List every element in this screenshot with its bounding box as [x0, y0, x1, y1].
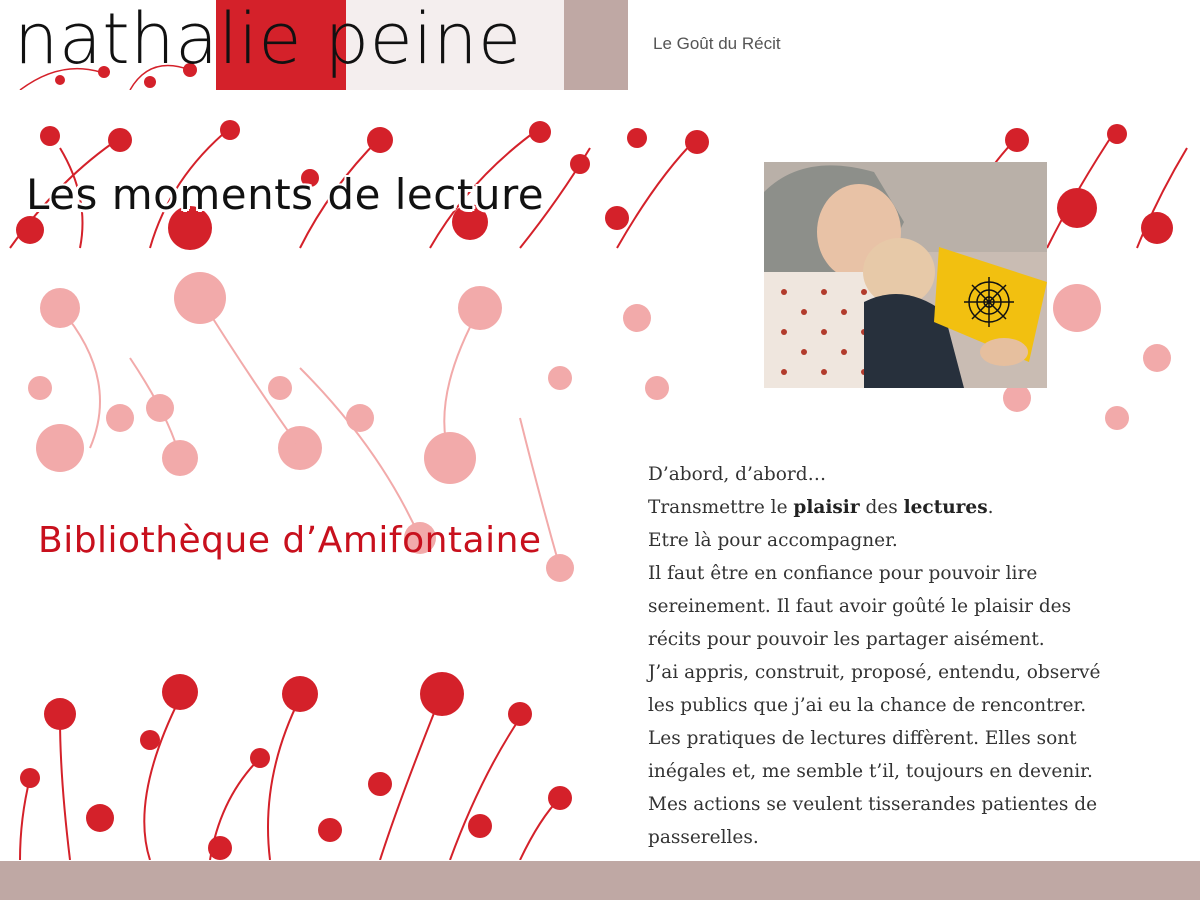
article-line: D’abord, d’abord…	[648, 464, 827, 485]
reading-photo-image	[764, 162, 1047, 388]
article-line: récits pour pouvoir les partager aisément.	[648, 629, 1045, 650]
site-logo-text[interactable]: nathalie peine	[14, 0, 522, 80]
article-line: passerelles.	[648, 827, 759, 848]
article-line: Les pratiques de lectures diffèrent. Elles sont	[648, 728, 1077, 749]
logo-taupe-block	[564, 0, 628, 90]
bold-lectures: lectures	[903, 497, 988, 518]
article-line: sereinement. Il faut avoir goûté le plaisir des	[648, 596, 1072, 617]
article-line: J’ai appris, construit, proposé, entendu, observé	[648, 662, 1101, 683]
article-line: Il faut être en confiance pour pouvoir lire	[648, 563, 1038, 584]
library-name: Bibliothèque d’Amifontaine	[38, 520, 542, 561]
bold-plaisir: plaisir	[793, 497, 860, 518]
article-line: Mes actions se veulent tisserandes patientes de	[648, 794, 1098, 815]
site-title-link[interactable]: Le Goût du Récit	[653, 34, 781, 53]
left-visual-panel	[0, 118, 597, 860]
logo-banner[interactable]	[0, 0, 628, 90]
site-header	[0, 0, 1200, 90]
article-line: Etre là pour accompagner.	[648, 530, 898, 551]
reading-photo	[764, 162, 1047, 388]
article-line: les publics que j’ai eu la chance de rencontrer.	[648, 695, 1087, 716]
article-text	[648, 458, 1188, 854]
panel-heading: Les moments de lecture	[26, 170, 545, 219]
footer-bar	[0, 861, 1200, 900]
poppy-background-icon	[0, 118, 597, 860]
article-line: Transmettre le plaisir des lectures.	[648, 497, 994, 518]
article-line: inégales et, me semble t’il, toujours en devenir.	[648, 761, 1093, 782]
